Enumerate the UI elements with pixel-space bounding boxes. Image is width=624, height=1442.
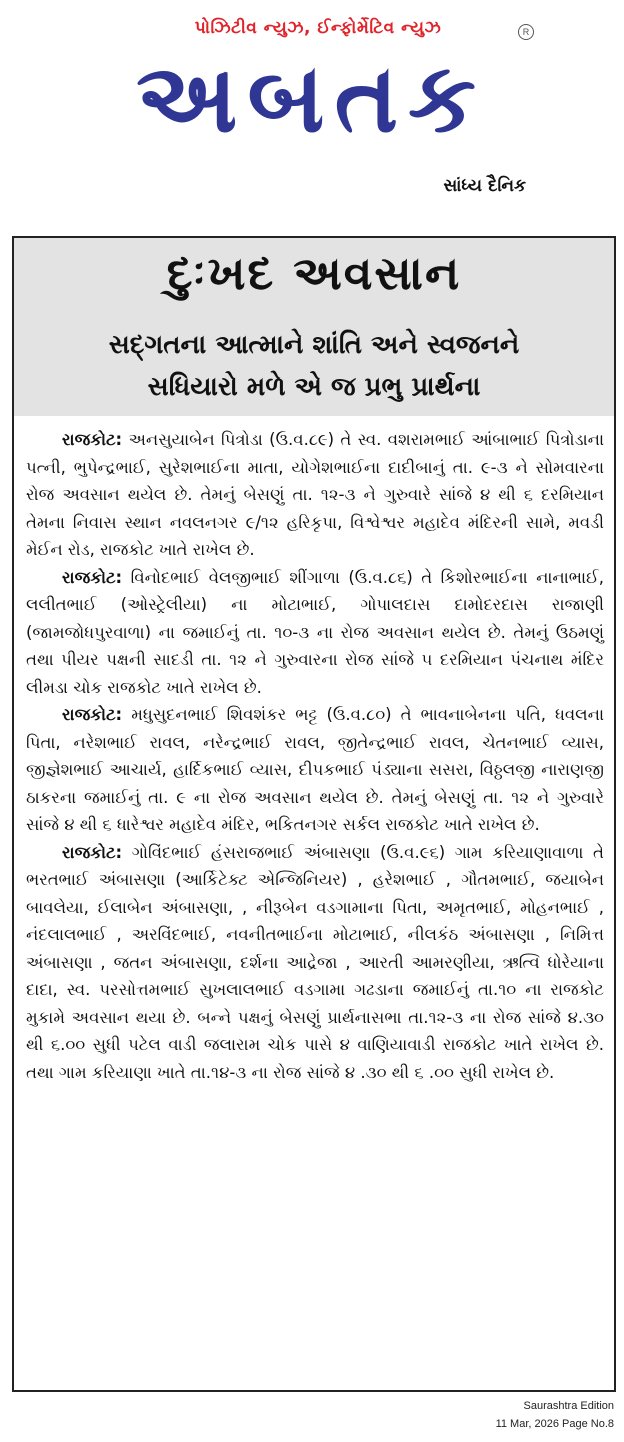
notice-city: રાજકોટ: bbox=[62, 430, 123, 449]
news-clipping bbox=[12, 236, 616, 1392]
obituary-notice bbox=[26, 564, 604, 702]
footer-date-page: 11 Mar, 2026 Page No.8 bbox=[495, 1418, 614, 1430]
prayer-line-1: સદ્ગતના આત્માને શાંતિ અને સ્વજનને bbox=[108, 330, 520, 360]
footer-edition: Saurashtra Edition bbox=[523, 1400, 614, 1412]
obituary-notice bbox=[26, 426, 604, 564]
masthead-tagline: પોઝિટીવ ન્યુઝ, ઈન્ફોર્મેટિવ ન્યુઝ bbox=[194, 18, 442, 38]
notice-text: મધુસુદનભાઈ શિવશંકર ભટ્ટ (ઉ.વ.૮૦) તે ભાવનાબેનના પતિ, ધવલના પિતા, નરેશભાઈ રાવલ, નરેન્દ્રભાઈ રાવલ, જીતેન્દ્રભાઈ રાવલ, ચેતનભાઈ વ્યાસ, જીજ્ઞેશભાઈ આચાર્ય, હાર્દિકભાઈ વ્યાસ, દીપકભાઈ પંડ્યાના સસરા, વિઠ્ઠલજી નારાણજી ઠાકરના જમાઈનું તા. ૯ ના રોજ અવસાન થયેલ છે. તેમનું બેસણું તા. ૧૨ ને ગુરુવારે સાંજે ૪ થી ૬ ધારેશ્વર મહાદેવ મંદિર, ભકિતનગર સર્કલ રાજકોટ ખાતે રાખેલ છે. bbox=[26, 705, 604, 834]
notice-text: અનસુયાબેન પિત્રોડા (ઉ.વ.૮૯) તે સ્વ. વશરામભાઈ આંબાભાઈ પિત્રોડાના પત્ની, ભુપેન્દ્રભાઈ, સુરેશભાઈના માતા, યોગેશભાઈના દાદીબાનું તા. ૯-૩ ને સોમવારના રોજ અવસાન થયેલ છે. તેમનું બેસણું તા. ૧૨-૩ ને ગુરુવારે સાંજે ૪ થી ૬ દરમિયાન તેમના નિવાસ સ્થાન નવલનગર ૯/૧૨ હરિકૃપા, વિશ્વેશ્વર મહાદેવ મંદિરની સામે, મવડી મેઈન રોડ, રાજકોટ ખાતે રાખેલ છે. bbox=[26, 430, 604, 559]
notice-city: રાજકોટ: bbox=[62, 567, 123, 587]
notice-city: રાજકોટ: bbox=[62, 705, 123, 724]
headline: દુઃખદ અવસાન bbox=[166, 246, 462, 300]
newspaper-logo: અબતક bbox=[136, 42, 486, 154]
masthead bbox=[0, 0, 624, 210]
headline-band bbox=[14, 238, 614, 416]
notice-text: ગોવિંદભાઈ હંસરાજભાઈ અંબાસણા (ઉ.વ.૯૬) ગામ કરિયાણાવાળા તે ભરતભાઈ અંબાસણા (આર્કિટેક્ટ એન્જિનિયર) , હરેશભાઈ , ગૌતમભાઈ, જયાબેન બાવલેયા, ઈલાબેન અંબાસણા, , નીરૂબેન વડગામાના પિતા, અમૃતભાઈ, મોહનભાઈ , નંદલાલભાઈ , અરવિંદભાઈ, નવનીતભાઈના મોટાભાઈ, નીલકંઠ અંબાસણા , નિમિત્ત અંબાસણા , જતન અંબાસણા, દર્શના આદ્રેજા , આરતી આમરણીયા, ઋત્વિ ધોરેયાના દાદા, સ્વ. પરસોત્તમભાઈ સુખલાલભાઈ વડગામા ગઢડાના જમાઈનું તા.૧૦ ના રાજકોટ મુકામે અવસાન થયા છે. બન્ને પક્ષનું બેસણું પ્રાર્થનાસભા તા.૧૨-૩ ના રોજ સાંજે ૪.૩૦ થી ૬.૦૦ સુધી પટેલ વાડી જલારામ ચોક પાસે ૪ વાણિયાવાડી રાજકોટ ખાતે રાખેલ છે. તથા ગામ કરિયાણા ખાતે તા.૧૪-૩ ના રોજ સાંજે ૪ .૩૦ થી ૬ .૦૦ સુધી રાખેલ છે. bbox=[26, 842, 604, 1082]
notice-text: વિનોદભાઈ વેલજીભાઈ શીંગાળા (ઉ.વ.૮૬) તે કિશોરભાઈના નાનાભાઈ, લલીતભાઈ (ઓસ્ટ્રેલીયા) ના મોટાભાઈ, ગોપાલદાસ દામોદરદાસ રાજાણી (જામજોધપુરવાળા) ના જમાઈનું તા. ૧૦-૩ ના રોજ અવસાન થયેલ છે. તેમનું ઉઠમણું તથા પીયર પક્ષની સાદડી તા. ૧૨ ને ગુરુવારના રોજ સાંજે ૫ દરમિયાન પંચનાથ મંદિર લીમડા ચોક રાજકોટ ખાતે રાખેલ છે. bbox=[26, 567, 604, 697]
prayer-line-2: સધિયારો મળે એ જ પ્રભુ પ્રાર્થના bbox=[147, 372, 481, 402]
obituary-notice bbox=[26, 701, 604, 839]
obituary-notice bbox=[26, 839, 604, 1087]
notice-city: રાજકોટ: bbox=[62, 842, 123, 862]
registered-mark-icon: R bbox=[518, 24, 534, 40]
edition-type-label: સાંધ્ય દૈનિક bbox=[443, 176, 526, 196]
obituary-list bbox=[26, 426, 604, 1086]
